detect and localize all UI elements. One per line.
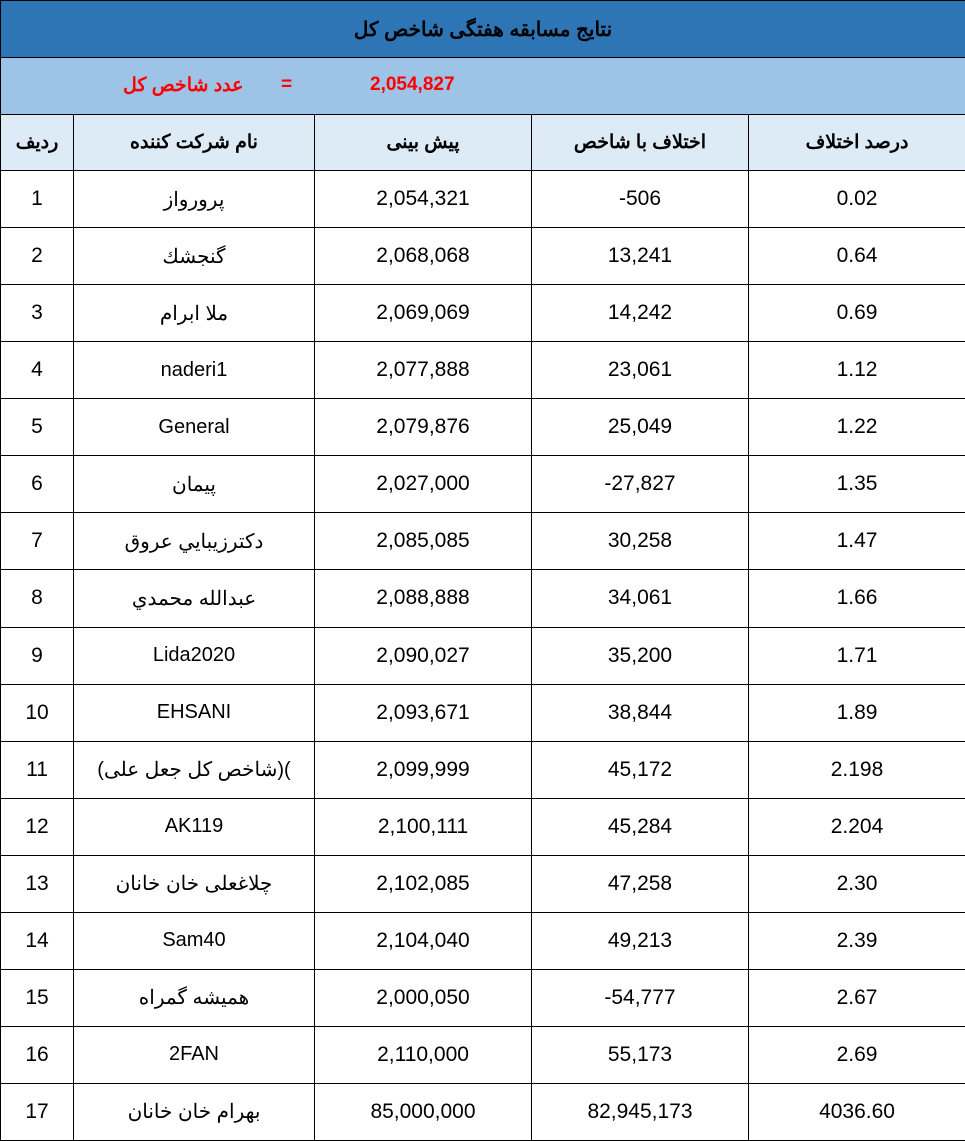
percent-cell: 0.64 [749,228,965,285]
rank-cell: 14 [1,912,74,969]
percent-cell: 1.89 [749,684,965,741]
rank-cell: 2 [1,228,74,285]
prediction-cell: 2,102,085 [315,855,532,912]
participant-name-cell: General [74,399,315,456]
prediction-cell: 2,068,068 [315,228,532,285]
percent-cell: 1.22 [749,399,965,456]
table-row [1,513,965,570]
percent-cell: 2.69 [749,1026,965,1083]
difference-cell: 82,945,173 [532,1083,749,1140]
participant-name-cell: (شاخص کل جعل علی)( [74,741,315,798]
percent-cell: 2.67 [749,969,965,1026]
header-prediction: پیش بینی [315,115,532,171]
rank-cell: 17 [1,1083,74,1140]
percent-cell: 0.69 [749,285,965,342]
participant-name-cell: Sam40 [74,912,315,969]
table-row [1,228,965,285]
rank-cell: 12 [1,798,74,855]
rank-cell: 15 [1,969,74,1026]
difference-cell: 35,200 [532,627,749,684]
participant-name-cell: دكترزيبايي عروق [74,513,315,570]
difference-cell: 13,241 [532,228,749,285]
difference-cell: 47,258 [532,855,749,912]
rank-cell: 10 [1,684,74,741]
participant-name-cell: گنجشك [74,228,315,285]
difference-cell: -27,827 [532,456,749,513]
header-difference: اختلاف با شاخص [532,115,749,171]
rank-cell: 3 [1,285,74,342]
participant-name-cell: همیشه گمراه [74,969,315,1026]
difference-cell: 25,049 [532,399,749,456]
prediction-cell: 2,104,040 [315,912,532,969]
percent-cell: 2.198 [749,741,965,798]
prediction-cell: 2,069,069 [315,285,532,342]
table-row [1,627,965,684]
table-row [1,342,965,399]
percent-cell: 1.47 [749,513,965,570]
prediction-cell: 2,100,111 [315,798,532,855]
percent-cell: 1.66 [749,570,965,627]
difference-cell: 23,061 [532,342,749,399]
table-row [1,684,965,741]
difference-cell: 14,242 [532,285,749,342]
prediction-cell: 2,077,888 [315,342,532,399]
percent-cell: 4036.60 [749,1083,965,1140]
participant-name-cell: EHSANI [74,684,315,741]
prediction-cell: 2,093,671 [315,684,532,741]
title-row [1,1,965,58]
table-row [1,741,965,798]
difference-cell: 34,061 [532,570,749,627]
percent-cell: 0.02 [749,171,965,228]
index-row [1,58,965,115]
header-rank: ردیف [1,115,74,171]
rank-cell: 7 [1,513,74,570]
prediction-cell: 2,027,000 [315,456,532,513]
table-row [1,456,965,513]
prediction-cell: 2,000,050 [315,969,532,1026]
rank-cell: 16 [1,1026,74,1083]
rank-cell: 1 [1,171,74,228]
table-title: نتایج مسابقه هفتگی شاخص کل [1,1,965,58]
table-row [1,285,965,342]
rank-cell: 9 [1,627,74,684]
rank-cell: 4 [1,342,74,399]
difference-cell: -506 [532,171,749,228]
rank-cell: 6 [1,456,74,513]
difference-cell: 45,284 [532,798,749,855]
table-row [1,855,965,912]
percent-cell: 1.35 [749,456,965,513]
percent-cell: 1.71 [749,627,965,684]
difference-cell: -54,777 [532,969,749,1026]
rank-cell: 11 [1,741,74,798]
prediction-cell: 2,088,888 [315,570,532,627]
participant-name-cell: Lida2020 [74,627,315,684]
index-label: عدد شاخص کل [123,75,244,97]
difference-cell: 49,213 [532,912,749,969]
header-percent: درصد اختلاف [749,115,965,171]
participant-name-cell: عبدالله محمدي [74,570,315,627]
table-row [1,912,965,969]
table-row [1,969,965,1026]
percent-cell: 1.12 [749,342,965,399]
difference-cell: 30,258 [532,513,749,570]
prediction-cell: 2,054,321 [315,171,532,228]
percent-cell: 2.39 [749,912,965,969]
percent-cell: 2.204 [749,798,965,855]
index-cell [1,58,965,115]
table-row [1,798,965,855]
index-value: 2,054,827 [370,74,455,96]
table-row [1,1083,965,1140]
participant-name-cell: 2FAN [74,1026,315,1083]
participant-name-cell: پيمان [74,456,315,513]
prediction-cell: 2,099,999 [315,741,532,798]
prediction-cell: 85,000,000 [315,1083,532,1140]
participant-name-cell: naderi1 [74,342,315,399]
participant-name-cell: بهرام خان خانان [74,1083,315,1140]
header-row [1,115,965,171]
prediction-cell: 2,085,085 [315,513,532,570]
table-row [1,171,965,228]
prediction-cell: 2,110,000 [315,1026,532,1083]
rank-cell: 13 [1,855,74,912]
difference-cell: 45,172 [532,741,749,798]
percent-cell: 2.30 [749,855,965,912]
prediction-cell: 2,090,027 [315,627,532,684]
table-row [1,399,965,456]
difference-cell: 38,844 [532,684,749,741]
participant-name-cell: AK119 [74,798,315,855]
participant-name-cell: چلاغعلی خان خانان [74,855,315,912]
participant-name-cell: ملا ابرام [74,285,315,342]
participant-name-cell: پرورواز [74,171,315,228]
rank-cell: 8 [1,570,74,627]
difference-cell: 55,173 [532,1026,749,1083]
equals-sign: = [281,74,293,96]
table-row [1,1026,965,1083]
header-name: نام شرکت کننده [74,115,315,171]
prediction-cell: 2,079,876 [315,399,532,456]
table-row [1,570,965,627]
rank-cell: 5 [1,399,74,456]
